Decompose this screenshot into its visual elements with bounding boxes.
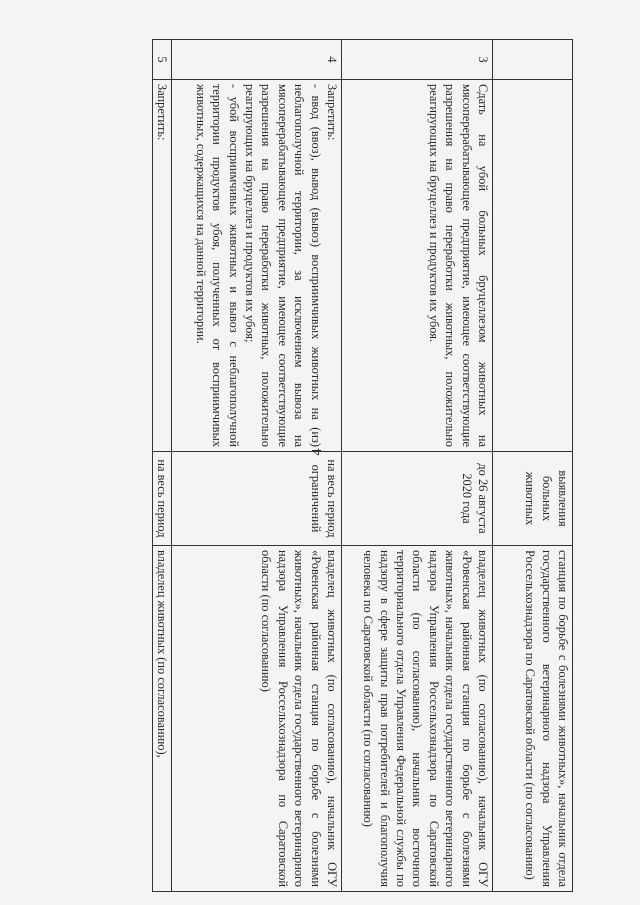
term-cell: до 26 августа 2020 года bbox=[342, 452, 493, 546]
table-row bbox=[152, 40, 171, 892]
term-cell: на весь период ограничений bbox=[172, 452, 342, 546]
measure-cell: Запретить: bbox=[152, 80, 171, 452]
responsible-cell: владелец животных (по согласованию), начальник ОГУ «Ровенская районная станция по борьбе с болезнями животных», начальник отдела государственного ветеринарного надзора Управления Россельхознадзора по Саратовской области (по согласованию), начальник восточного территориального отдела Управления Федеральной службы по надзору в сфере защиты прав потребителей и благополучия человека по Саратовской области (по согласованию) bbox=[342, 546, 493, 892]
term-cell: выявления больных животных bbox=[493, 452, 573, 546]
page-number: 4 bbox=[310, 448, 325, 456]
row-number: 4 bbox=[172, 40, 342, 80]
table-row bbox=[493, 40, 573, 892]
row-number bbox=[493, 40, 573, 80]
row-number: 3 bbox=[342, 40, 493, 80]
measure-cell: Сдать на убой больных бруцеллезом животных на мясоперерабатывающее предприятие, имеющее соответствующие разрешения на право переработки животных, положительно реагирующих на бруцеллез и продуктов их убоя. bbox=[342, 80, 493, 452]
measure-cell bbox=[172, 80, 342, 452]
responsible-cell: станция по борьбе с болезнями животных», начальник отдела государственного ветеринарного надзора Управления Россельхознадзора по Саратовской области (по согласованию) bbox=[493, 546, 573, 892]
measure-line: - ввод (ввоз), вывод (вывоз) восприимчивых животных на (из) неблагополучной территории, за исключением вывоза на мясоперерабатывающее предприятие, имеющее соответствующие разрешения на право переработки животных, положительно реагирующих на бруцеллез и продуктов их убоя; bbox=[242, 84, 323, 447]
term-cell: на весь период bbox=[152, 452, 171, 546]
measures-table bbox=[152, 39, 573, 892]
measure-cell bbox=[493, 80, 573, 452]
table-row bbox=[342, 40, 493, 892]
row-number: 5 bbox=[152, 40, 171, 80]
measure-line: - убой восприимчивых животных и вывоз с неблагополучной территории продуктов убоя, полученных от восприимчивых животных, содержащихся на данной территории. bbox=[193, 84, 241, 447]
table-row bbox=[172, 40, 342, 892]
responsible-cell: владелец животных (по согласованию), bbox=[152, 546, 171, 892]
responsible-cell: владелец животных (по согласованию), начальник ОГУ «Ровенская районная станция по борьбе с болезнями животных», начальник отдела государственного ветеринарного надзора Управления Россельхознадзора по Саратовской области (по согласованию) bbox=[172, 546, 342, 892]
document-table-rotated bbox=[153, 39, 573, 891]
measure-line: Запретить: bbox=[325, 84, 339, 141]
